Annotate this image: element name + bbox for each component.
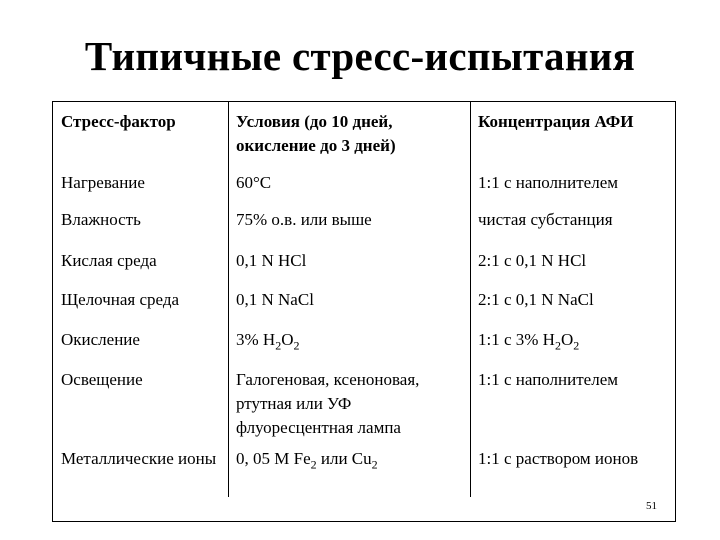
table-cell: 1:1 с раствором ионов bbox=[478, 449, 639, 468]
table-cell: Галогеновая, ксеноновая, ртутная или УФ флуоресцентная лампа bbox=[236, 370, 420, 437]
table-cell: Окисление bbox=[61, 330, 140, 349]
table-cell: Нагревание bbox=[61, 173, 145, 192]
column-divider bbox=[228, 101, 229, 497]
table-cell: 60°С bbox=[236, 173, 272, 192]
table-cell: 1:1 с наполнителем bbox=[478, 370, 619, 389]
table-cell: 75% о.в. или выше bbox=[236, 210, 372, 229]
slide-title: Типичные стресс-испытания bbox=[84, 33, 636, 79]
table-cell: Щелочная среда bbox=[61, 290, 180, 309]
column-divider bbox=[470, 101, 471, 497]
page-number: 51 bbox=[646, 500, 657, 512]
table-cell: 3% $H_2O_2$ bbox=[236, 330, 300, 353]
table-cell: 0,1 N NaCl bbox=[236, 290, 314, 309]
table-cell: 2:1 с 0,1 N NaCl bbox=[478, 290, 594, 309]
table-cell: 1:1 с 3% $H_2O_2$ bbox=[478, 330, 580, 353]
column-header: Стресс-фактор bbox=[61, 112, 176, 131]
table-cell: 2:1 с 0,1 N HCl bbox=[478, 251, 587, 270]
table-cell: 1:1 с наполнителем bbox=[478, 173, 619, 192]
table-cell: Металлические ионы bbox=[61, 449, 217, 468]
column-header: Концентрация АФИ bbox=[478, 112, 634, 131]
column-header: Условия (до 10 дней, окисление до 3 дней) bbox=[236, 112, 396, 155]
table-cell: Кислая среда bbox=[61, 251, 157, 270]
table-cell: чистая субстанция bbox=[478, 210, 613, 229]
table-cell: Влажность bbox=[61, 210, 141, 229]
table-cell: 0, 05 М $Fe_2$ или $Cu_2$ bbox=[236, 449, 378, 472]
table-cell: 0,1 N HCl bbox=[236, 251, 307, 270]
table-cell: Освещение bbox=[61, 370, 143, 389]
